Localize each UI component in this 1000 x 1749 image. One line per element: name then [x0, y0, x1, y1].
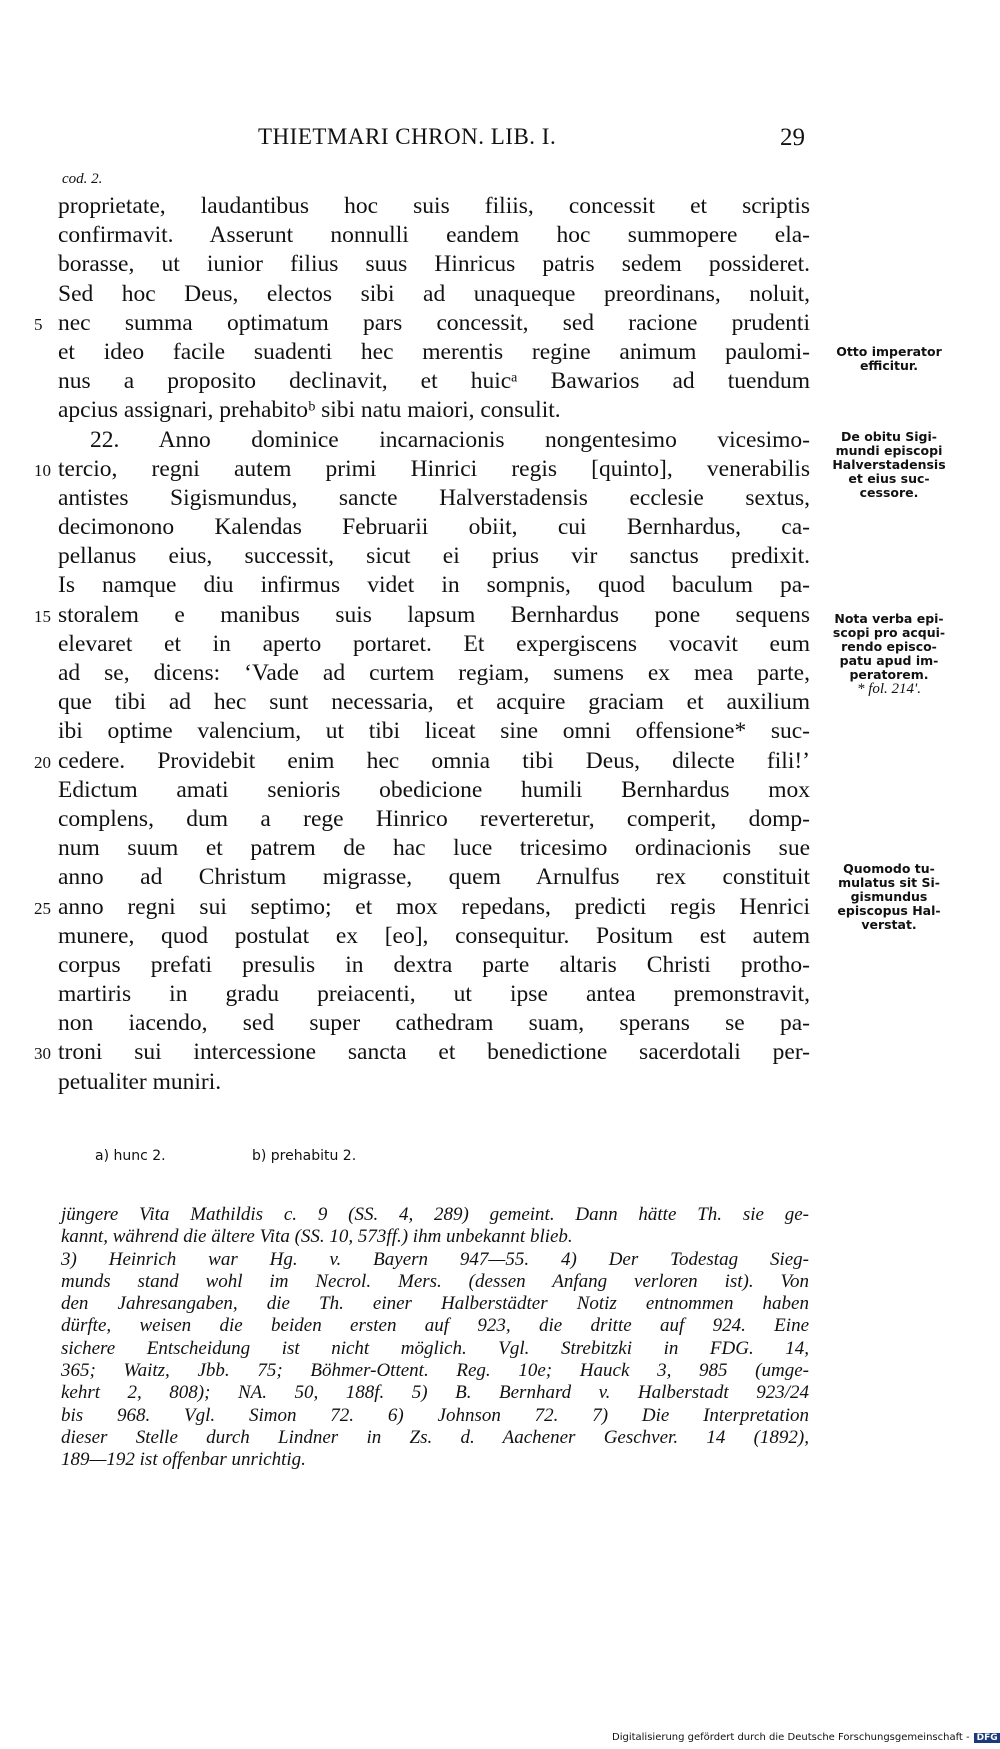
- footnote-text: jüngere Vita Mathildis c. 9 (SS. 4, 289) gemeint. Dann hätte Th. sie ge-: [61, 1204, 809, 1225]
- side-note-line: De obitu Sigi-: [841, 429, 937, 444]
- side-note-line: efficitur.: [859, 358, 919, 373]
- line-text: anno ad Christum migrasse, quem Arnulfus rex constituit: [58, 864, 810, 891]
- running-title: THIETMARI CHRON. LIB. I.: [258, 124, 557, 149]
- footnote-line: [61, 1427, 809, 1449]
- text-line: [58, 922, 810, 951]
- side-note-quomodo: [818, 862, 960, 932]
- text-line: [58, 571, 810, 600]
- text-line: [58, 834, 810, 863]
- line-text: decimonono Kalendas Februarii obiit, cui Bernhardus, ca-: [58, 514, 810, 541]
- line-text: Edictum amati senioris obedicione humili Bernhardus mox: [58, 776, 810, 803]
- line-text: elevaret et in aperto portaret. Et expergiscens vocavit eum: [58, 630, 810, 657]
- line-text: que tibi ad hec sunt necessaria, et acquire graciam et auxilium: [58, 689, 810, 716]
- line-text: anno regni sui septimo; et mox repedans, predicti regis Henrici: [58, 893, 810, 920]
- line-text: apcius assignari, prehabitoᵇ sibi natu maiori, consulit.: [58, 397, 561, 424]
- text-line: [58, 426, 810, 455]
- text-line: [58, 688, 810, 717]
- side-note-line: Halverstadensis: [832, 457, 946, 472]
- footnote-line: [61, 1293, 809, 1315]
- side-note-line: peratorem.: [849, 667, 929, 682]
- line-text: cedere. Providebit enim hec omnia tibi Deus, dilecte fili!’: [58, 747, 810, 774]
- text-line: [58, 659, 810, 688]
- footnote-text: munds stand wohl im Necrol. Mers. (dessen Anfang verloren ist). Von: [61, 1270, 809, 1292]
- text-line: [58, 513, 810, 542]
- line-text: complens, dum a rege Hinrico reverteretur, comperit, domp-: [58, 805, 810, 832]
- text-line: [58, 367, 810, 396]
- line-text: petualiter muniri.: [58, 1068, 222, 1095]
- side-note-nota-verba: [818, 612, 960, 696]
- line-number: 10: [34, 460, 51, 480]
- side-note-line: cessore.: [859, 485, 919, 500]
- footnote-text: kehrt 2, 808); NA. 50, 188f. 5) B. Bernhard v. Halberstadt 923/24: [61, 1382, 809, 1404]
- line-number: 5: [34, 314, 43, 334]
- text-line: [58, 192, 810, 221]
- text-line: [34, 747, 810, 776]
- side-note-line: verstat.: [861, 917, 917, 932]
- line-text: ad se, dicens: ‘Vade ad curtem regiam, sumens ex mea parte,: [58, 660, 810, 686]
- footnote-text: den Jahresangaben, die Th. einer Halberstädter Notiz entnommen haben: [61, 1293, 809, 1315]
- footnote-line: [61, 1449, 809, 1471]
- line-text: nec summa optimatum pars concessit, sed racione prudenti: [58, 309, 810, 336]
- text-line: [58, 221, 810, 250]
- text-line: [34, 309, 810, 338]
- line-text: borasse, ut iunior filius suus Hinricus patris sedem possideret.: [58, 251, 810, 278]
- text-line: [58, 484, 810, 513]
- text-line: [58, 1068, 810, 1097]
- side-note-line: scopi pro acqui-: [832, 625, 946, 640]
- line-text: proprietate, laudantibus hoc suis filiis, concessit et scriptis: [58, 193, 810, 219]
- line-text: confirmavit. Asserunt nonnulli eandem hoc summopere ela-: [58, 222, 810, 249]
- footnote-line: [61, 1382, 809, 1404]
- critical-note-b: b) prehabitu 2.: [252, 1148, 357, 1164]
- line-text: non iacendo, sed super cathedram suam, sperans se pa-: [58, 1010, 810, 1037]
- line-text: tercio, regni autem primi Hinrici regis [quinto], venerabilis: [58, 455, 810, 482]
- side-note-line: Nota verba epi-: [834, 611, 944, 626]
- line-text: et ideo facile suadenti hec merentis regine animum paulomi-: [58, 338, 810, 365]
- footnote-line: [61, 1405, 809, 1427]
- footnote-text: 365; Waitz, Jbb. 75; Böhmer-Ottent. Reg. 10e; Hauck 3, 985 (umge-: [61, 1360, 809, 1382]
- text-line: [34, 1038, 810, 1067]
- dfg-badge: DFG: [974, 1733, 1000, 1743]
- footnote-text: dieser Stelle durch Lindner in Zs. d. Aachener Geschver. 14 (1892),: [61, 1426, 809, 1448]
- line-text: 22. Anno dominice incarnacionis nongentesimo vicesimo-: [90, 426, 810, 453]
- text-line: [58, 630, 810, 659]
- side-note-line: et eius suc-: [848, 471, 930, 486]
- line-number: 20: [34, 752, 51, 772]
- text-line: [34, 455, 810, 484]
- line-number: 25: [34, 898, 51, 918]
- line-text: num suum et patrem de hac luce tricesimo ordinacionis sue: [58, 835, 810, 862]
- line-text: antistes Sigismundus, sancte Halverstadensis ecclesie sextus,: [58, 484, 810, 511]
- side-note-line: Quomodo tu-: [843, 861, 935, 876]
- text-line: [58, 776, 810, 805]
- text-line: [34, 601, 810, 630]
- critical-note-a: a) hunc 2.: [95, 1148, 166, 1164]
- text-line: [58, 396, 810, 425]
- side-note-line: gismundus: [850, 889, 928, 904]
- line-text: nus a proposito declinavit, et huicᵃ Bawarios ad tuendum: [58, 368, 810, 395]
- footnote-line: [61, 1249, 809, 1271]
- line-text: storalem e manibus suis lapsum Bernhardus pone sequens: [58, 601, 810, 628]
- text-line: [58, 805, 810, 834]
- side-note-line: episcopus Hal-: [837, 903, 941, 918]
- line-text: corpus prefati presulis in dextra parte altaris Christi protho-: [58, 951, 810, 978]
- footnote-text: kannt, während die ältere Vita (SS. 10, 573ff.) ihm unbekannt blieb.: [61, 1226, 573, 1248]
- text-line: [58, 980, 810, 1009]
- line-text: Sed hoc Deus, electos sibi ad unaqueque preordinans, noluit,: [58, 280, 810, 307]
- text-line: [58, 863, 810, 892]
- side-note-line: rendo episco-: [841, 639, 937, 654]
- footnotes: [61, 1204, 809, 1472]
- footer-text: Digitalisierung gefördert durch die Deutsche Forschungsgemeinschaft -: [612, 1732, 970, 1743]
- text-line: [58, 1009, 810, 1038]
- footnote-line: [61, 1226, 809, 1248]
- line-text: munere, quod postulat ex [eo], consequitur. Positum est autem: [58, 922, 810, 949]
- footnote-line: [61, 1271, 809, 1293]
- footnote-line: [61, 1315, 809, 1337]
- side-note-line: mulatus sit Si-: [838, 875, 940, 890]
- page-number: 29: [780, 124, 805, 151]
- footnote-text: dürfte, weisen die beiden ersten auf 923, die dritte auf 924. Eine: [61, 1315, 809, 1337]
- side-note-sigismund: [818, 430, 960, 500]
- side-note-line: mundi episcopi: [835, 443, 943, 458]
- footnote-line: [61, 1360, 809, 1382]
- line-text: pellanus eius, successit, sicut ei prius vir sanctus predixit.: [58, 543, 810, 570]
- line-text: troni sui intercessione sancta et benedictione sacerdotali per-: [58, 1039, 810, 1066]
- text-line: [58, 250, 810, 279]
- running-header: [0, 124, 1000, 154]
- text-line: [58, 338, 810, 367]
- digitization-footer: [612, 1732, 1000, 1743]
- footnote-text: bis 968. Vgl. Simon 72. 6) Johnson 72. 7) Die Interpretation: [61, 1404, 809, 1426]
- text-line: [34, 893, 810, 922]
- text-line: [58, 280, 810, 309]
- line-number: 30: [34, 1044, 51, 1064]
- footnote-text: 189—192 ist offenbar unrichtig.: [61, 1449, 306, 1471]
- side-note-line: Otto imperator: [836, 344, 942, 359]
- line-text: ibi optime valencium, ut tibi liceat sine omni offensione* suc-: [58, 718, 810, 745]
- text-line: [58, 951, 810, 980]
- side-note-line: patu apud im-: [839, 653, 939, 668]
- line-number: 15: [34, 606, 51, 626]
- codex-reference: cod. 2.: [62, 171, 103, 187]
- footnote-line: [61, 1338, 809, 1360]
- footnote-text: sichere Entscheidung ist nicht möglich. Vgl. Strebitzki in FDG. 14,: [61, 1337, 809, 1359]
- footnote-text: 3) Heinrich war Hg. v. Bayern 947—55. 4) Der Todestag Sieg-: [61, 1248, 809, 1270]
- footnote-line: [61, 1204, 809, 1226]
- line-text: martiris in gradu preiacenti, ut ipse antea premonstravit,: [58, 981, 810, 1008]
- text-line: [58, 717, 810, 746]
- side-note-otto: [818, 345, 960, 373]
- line-text: Is namque diu infirmus videt in sompnis, quod baculum pa-: [58, 572, 810, 599]
- main-text: [34, 192, 810, 1097]
- side-note-line: * fol. 214'.: [856, 681, 922, 697]
- text-line: [58, 542, 810, 571]
